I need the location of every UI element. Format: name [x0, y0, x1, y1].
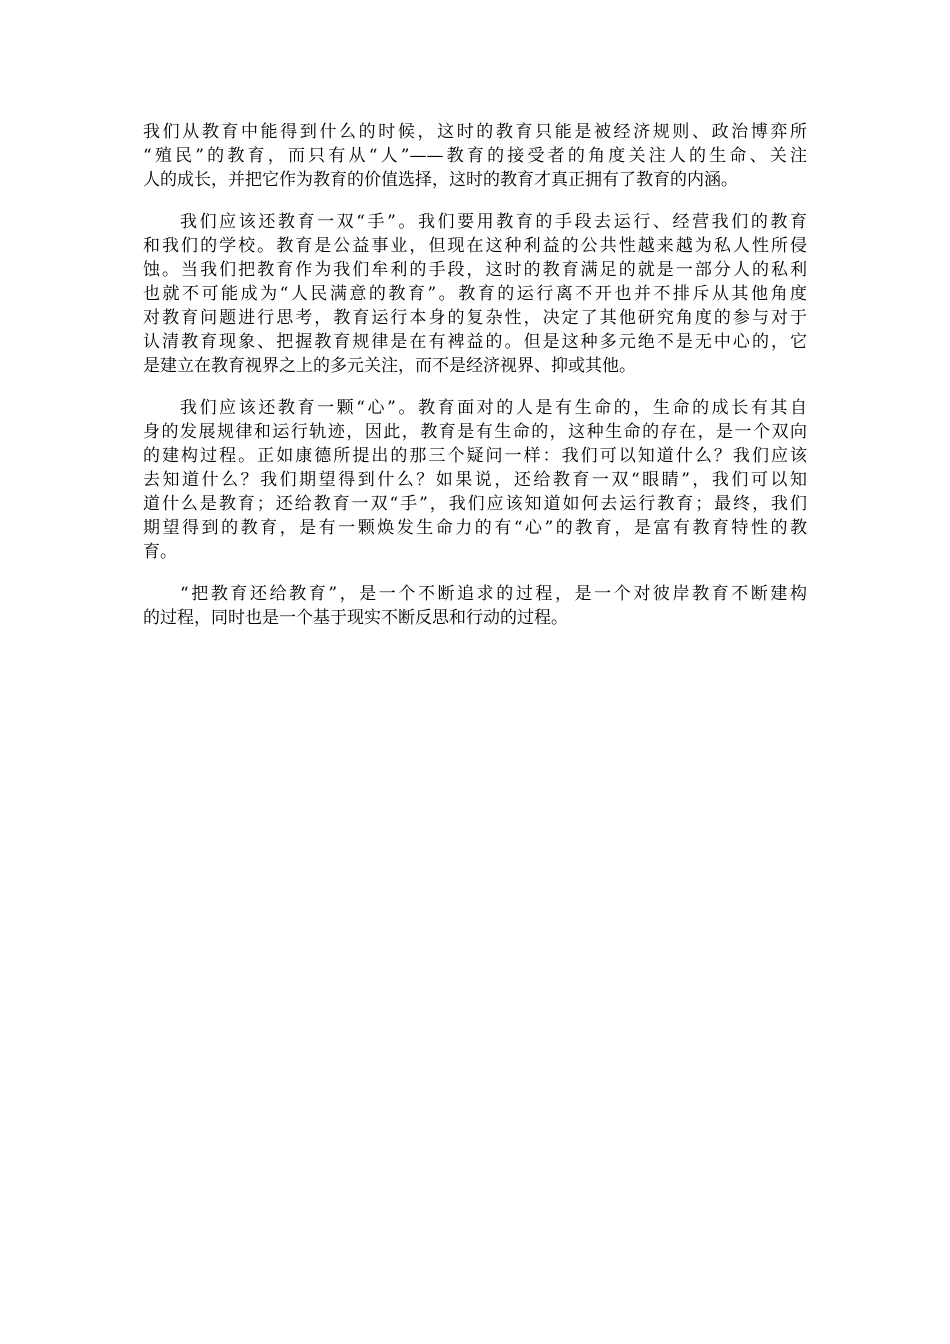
text-line: 人的成长，并把它作为教育的价值选择，这时的教育才真正拥有了教育的内涵。	[143, 170, 738, 190]
text-line: 我们应该还教育一双“手”。我们要用教育的手段去运行、经营我们的教育	[180, 212, 807, 232]
paragraph-3	[143, 396, 807, 564]
text-line: 认清教育现象、把握教育规律是在有裨益的。但是这种多元绝不是无中心的，它	[143, 332, 807, 352]
text-line: 蚀。当我们把教育作为我们牟利的手段，这时的教育满足的就是一部分人的私利	[143, 260, 807, 280]
text-line: 道什么是教育；还给教育一双“手”，我们应该知道如何去运行教育；最终，我们	[143, 494, 807, 514]
text-line: 是建立在教育视界之上的多元关注，而不是经济视界、抑或其他。	[143, 356, 636, 376]
text-line: 的过程，同时也是一个基于现实不断反思和行动的过程。	[143, 608, 568, 628]
text-line: 对教育问题进行思考，教育运行本身的复杂性，决定了其他研究角度的参与对于	[143, 308, 807, 328]
text-line: 也就不可能成为“人民满意的教育”。教育的运行离不开也并不排斥从其他角度	[143, 284, 807, 304]
document-body	[143, 120, 807, 648]
text-line: “把教育还给教育”，是一个不断追求的过程，是一个对彼岸教育不断建构	[180, 584, 807, 604]
text-line: “殖民”的教育，而只有从“人”——教育的接受者的角度关注人的生命、关注	[143, 146, 807, 166]
paragraph-4	[143, 582, 807, 630]
text-line: 的建构过程。正如康德所提出的那三个疑问一样：我们可以知道什么？我们应该	[143, 446, 807, 466]
paragraph-1	[143, 120, 807, 192]
text-line: 育。	[143, 542, 177, 562]
text-line: 期望得到的教育，是有一颗焕发生命力的有“心”的教育，是富有教育特性的教	[143, 518, 807, 538]
text-line: 和我们的学校。教育是公益事业，但现在这种利益的公共性越来越为私人性所侵	[143, 236, 807, 256]
text-line: 去知道什么？我们期望得到什么？如果说，还给教育一双“眼睛”，我们可以知	[143, 470, 807, 490]
text-line: 我们从教育中能得到什么的时候，这时的教育只能是被经济规则、政治博弈所	[143, 122, 807, 142]
text-line: 身的发展规律和运行轨迹，因此，教育是有生命的，这种生命的存在，是一个双向	[143, 422, 807, 442]
text-line: 我们应该还教育一颗“心”。教育面对的人是有生命的，生命的成长有其自	[180, 398, 807, 418]
paragraph-2	[143, 210, 807, 378]
